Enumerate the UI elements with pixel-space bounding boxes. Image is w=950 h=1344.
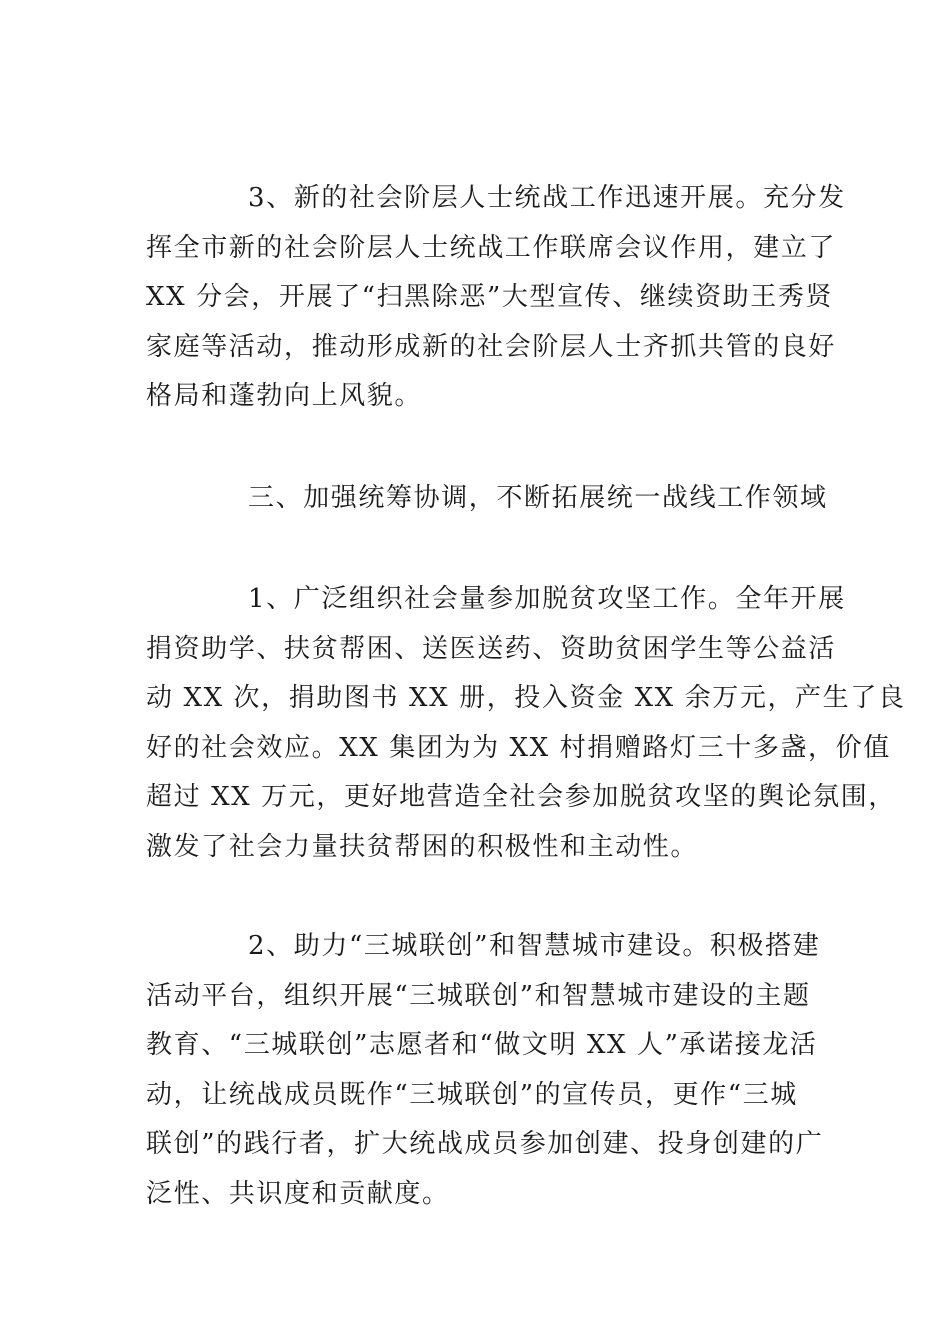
section-heading: 三、加强统筹协调，不断拓展统一战线工作领域 — [248, 483, 828, 513]
paragraph-line: 激发了社会力量扶贫帮困的积极性和主动性。 — [146, 831, 699, 862]
paragraph-line: 动 XX 次，捐助图书 XX 册，投入资金 XX 余万元，产生了良 — [146, 683, 906, 713]
paragraph-new-social-strata — [146, 174, 846, 422]
paragraph-line: 捐资助学、扶贫帮困、送医送药、资助贫困学生等公益活 — [146, 633, 837, 664]
paragraph-three-cities — [146, 922, 822, 1219]
paragraph-line: 超过 XX 万元，更好地营造全社会参加脱贫攻坚的舆论氛围， — [146, 782, 896, 812]
paragraph-line: 2、助力“三城联创”和智慧城市建设。积极搭建 — [248, 931, 821, 961]
paragraph-line: 格局和蓬勃向上风貌。 — [146, 381, 423, 411]
paragraph-line: 好的社会效应。XX 集团为为 XX 村捐赠路灯三十多盏，价值 — [146, 732, 891, 763]
paragraph-line: 家庭等活动，推动形成新的社会阶层人士齐抓共管的良好 — [146, 331, 837, 362]
paragraph-line: 联创”的践行者，扩大统战成员参加创建、投身创建的广 — [146, 1129, 824, 1159]
paragraph-line: 泛性、共识度和贡献度。 — [146, 1178, 450, 1209]
paragraph-line: 活动平台，组织开展“三城联创”和智慧城市建设的主题 — [146, 980, 811, 1011]
paragraph-line: 挥全市新的社会阶层人士统战工作联席会议作用，建立了 — [146, 232, 837, 263]
paragraph-line: 教育、“三城联创”志愿者和“做文明 XX 人”承诺接龙活 — [146, 1030, 818, 1060]
paragraph-line: 动，让统战成员既作“三城联创”的宣传员，更作“三城 — [146, 1079, 798, 1110]
paragraph-line: XX 分会，开展了“扫黑除恶”大型宣传、继续资助王秀贤 — [146, 282, 834, 312]
paragraph-line: 1、广泛组织社会量参加脱贫攻坚工作。全年开展 — [248, 584, 846, 614]
paragraph-line: 3、新的社会阶层人士统战工作迅速开展。充分发 — [248, 183, 846, 213]
paragraph-poverty-alleviation — [146, 575, 906, 872]
